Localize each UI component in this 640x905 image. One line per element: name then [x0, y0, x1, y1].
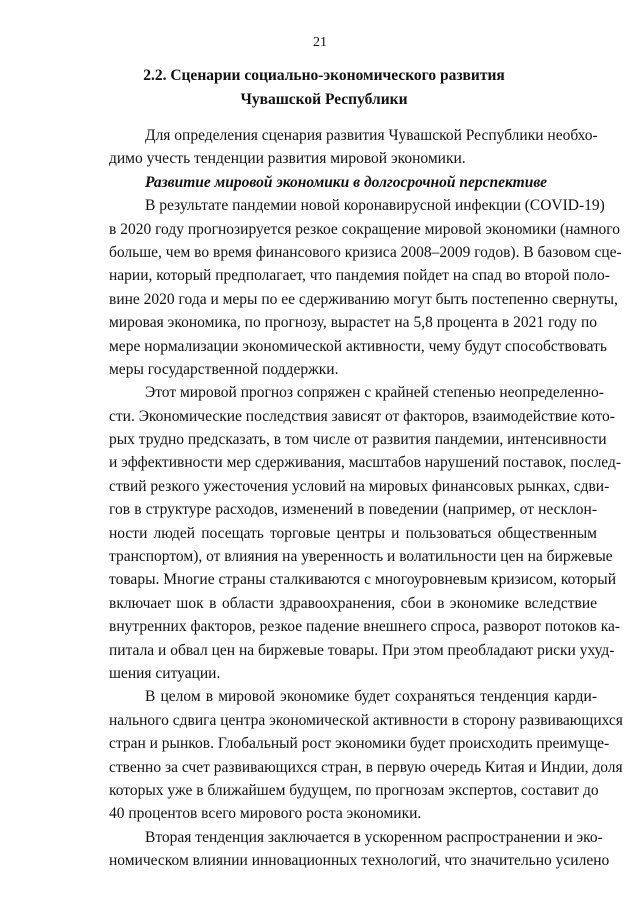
text-line: вине 2020 года и меры по ее сдерживанию могут быть постепенно свернуты, — [109, 290, 618, 308]
text-line: внутренних факторов, резкое падение внешнего спроса, разворот потоков ка- — [109, 618, 621, 636]
text-line: ности людей посещать торговые центры и пользоваться общественным — [109, 524, 597, 542]
text-line: Вторая тенденция заключается в ускоренном распространении и эко- — [145, 828, 603, 846]
text-line: В целом в мировой экономике будет сохраняться тенденция карди- — [145, 688, 597, 706]
text-line: мере нормализации экономической активности, чему будут способствовать — [109, 337, 607, 355]
section-heading-line-1: 2.2. Сценарии социально-экономического развития — [143, 67, 505, 84]
page-number: 21 — [313, 35, 327, 50]
text-line: номическом влиянии инновационных технологий, что значительно усилено — [109, 852, 610, 870]
text-line: шения ситуации. — [109, 664, 221, 682]
text-line: рых трудно предсказать, в том числе от развития пандемии, интенсивности — [109, 431, 607, 449]
text-line: транспортом), от влияния на уверенность и волатильности цен на биржевые — [109, 548, 613, 566]
text-line: 40 процентов всего мирового роста экономики. — [109, 805, 422, 823]
body-text — [109, 124, 623, 873]
text-line: больше, чем во время финансового кризиса 2008–2009 годов). В базовом сце- — [109, 243, 622, 261]
text-line: нарии, который предполагает, что пандемия пойдет на спад во второй поло- — [109, 267, 610, 285]
text-line: ственно за счет развивающихся стран, в первую очередь Китая и Индии, доля — [109, 758, 623, 776]
section-heading-line-2: Чувашской Республики — [240, 91, 408, 108]
text-line: стран и рынков. Глобальный рост экономики будет происходить преимуще- — [109, 735, 610, 753]
text-line: меры государственной поддержки. — [109, 360, 339, 378]
text-line: которых уже в ближайшем будущем, по прогнозам экспертов, составит до — [109, 781, 599, 799]
text-line: мировая экономика, по прогнозу, вырастет на 5,8 процента в 2021 году по — [109, 314, 597, 332]
text-line: в 2020 году прогнозируется резкое сокращение мировой экономики (намного — [109, 220, 620, 238]
text-line: включает шок в области здравоохранения, сбои в экономике вследствие — [109, 594, 597, 612]
section-heading — [96, 64, 552, 112]
text-line: нального сдвига центра экономической активности в сторону развивающихся — [109, 711, 623, 729]
text-line: и эффективности мер сдерживания, масштабов нарушений поставок, послед- — [109, 454, 622, 472]
text-line: димо учесть тенденции развития мировой экономики. — [109, 150, 466, 168]
text-line: питала и обвал цен на биржевые товары. При этом преобладают риски ухуд- — [109, 641, 615, 659]
text-line: В результате пандемии новой коронавирусной инфекции (COVID-19) — [145, 197, 605, 215]
text-line: Для определения сценария развития Чувашской Республики необхо- — [145, 127, 598, 144]
text-line: ствий резкого ужесточения условий на мировых финансовых рынках, сдви- — [109, 477, 610, 495]
subheading: Развитие мировой экономики в долгосрочной перспективе — [145, 173, 547, 191]
text-line: товары. Многие страны сталкиваются с многоуровневым кризисом, который — [109, 571, 617, 589]
text-line: гов в структуре расходов, изменений в поведении (например, от несклон- — [109, 501, 597, 519]
text-line: Этот мировой прогноз сопряжен с крайней степенью неопределенно- — [145, 384, 604, 402]
text-line: сти. Экономические последствия зависят от факторов, взаимодействие кото- — [109, 407, 615, 425]
